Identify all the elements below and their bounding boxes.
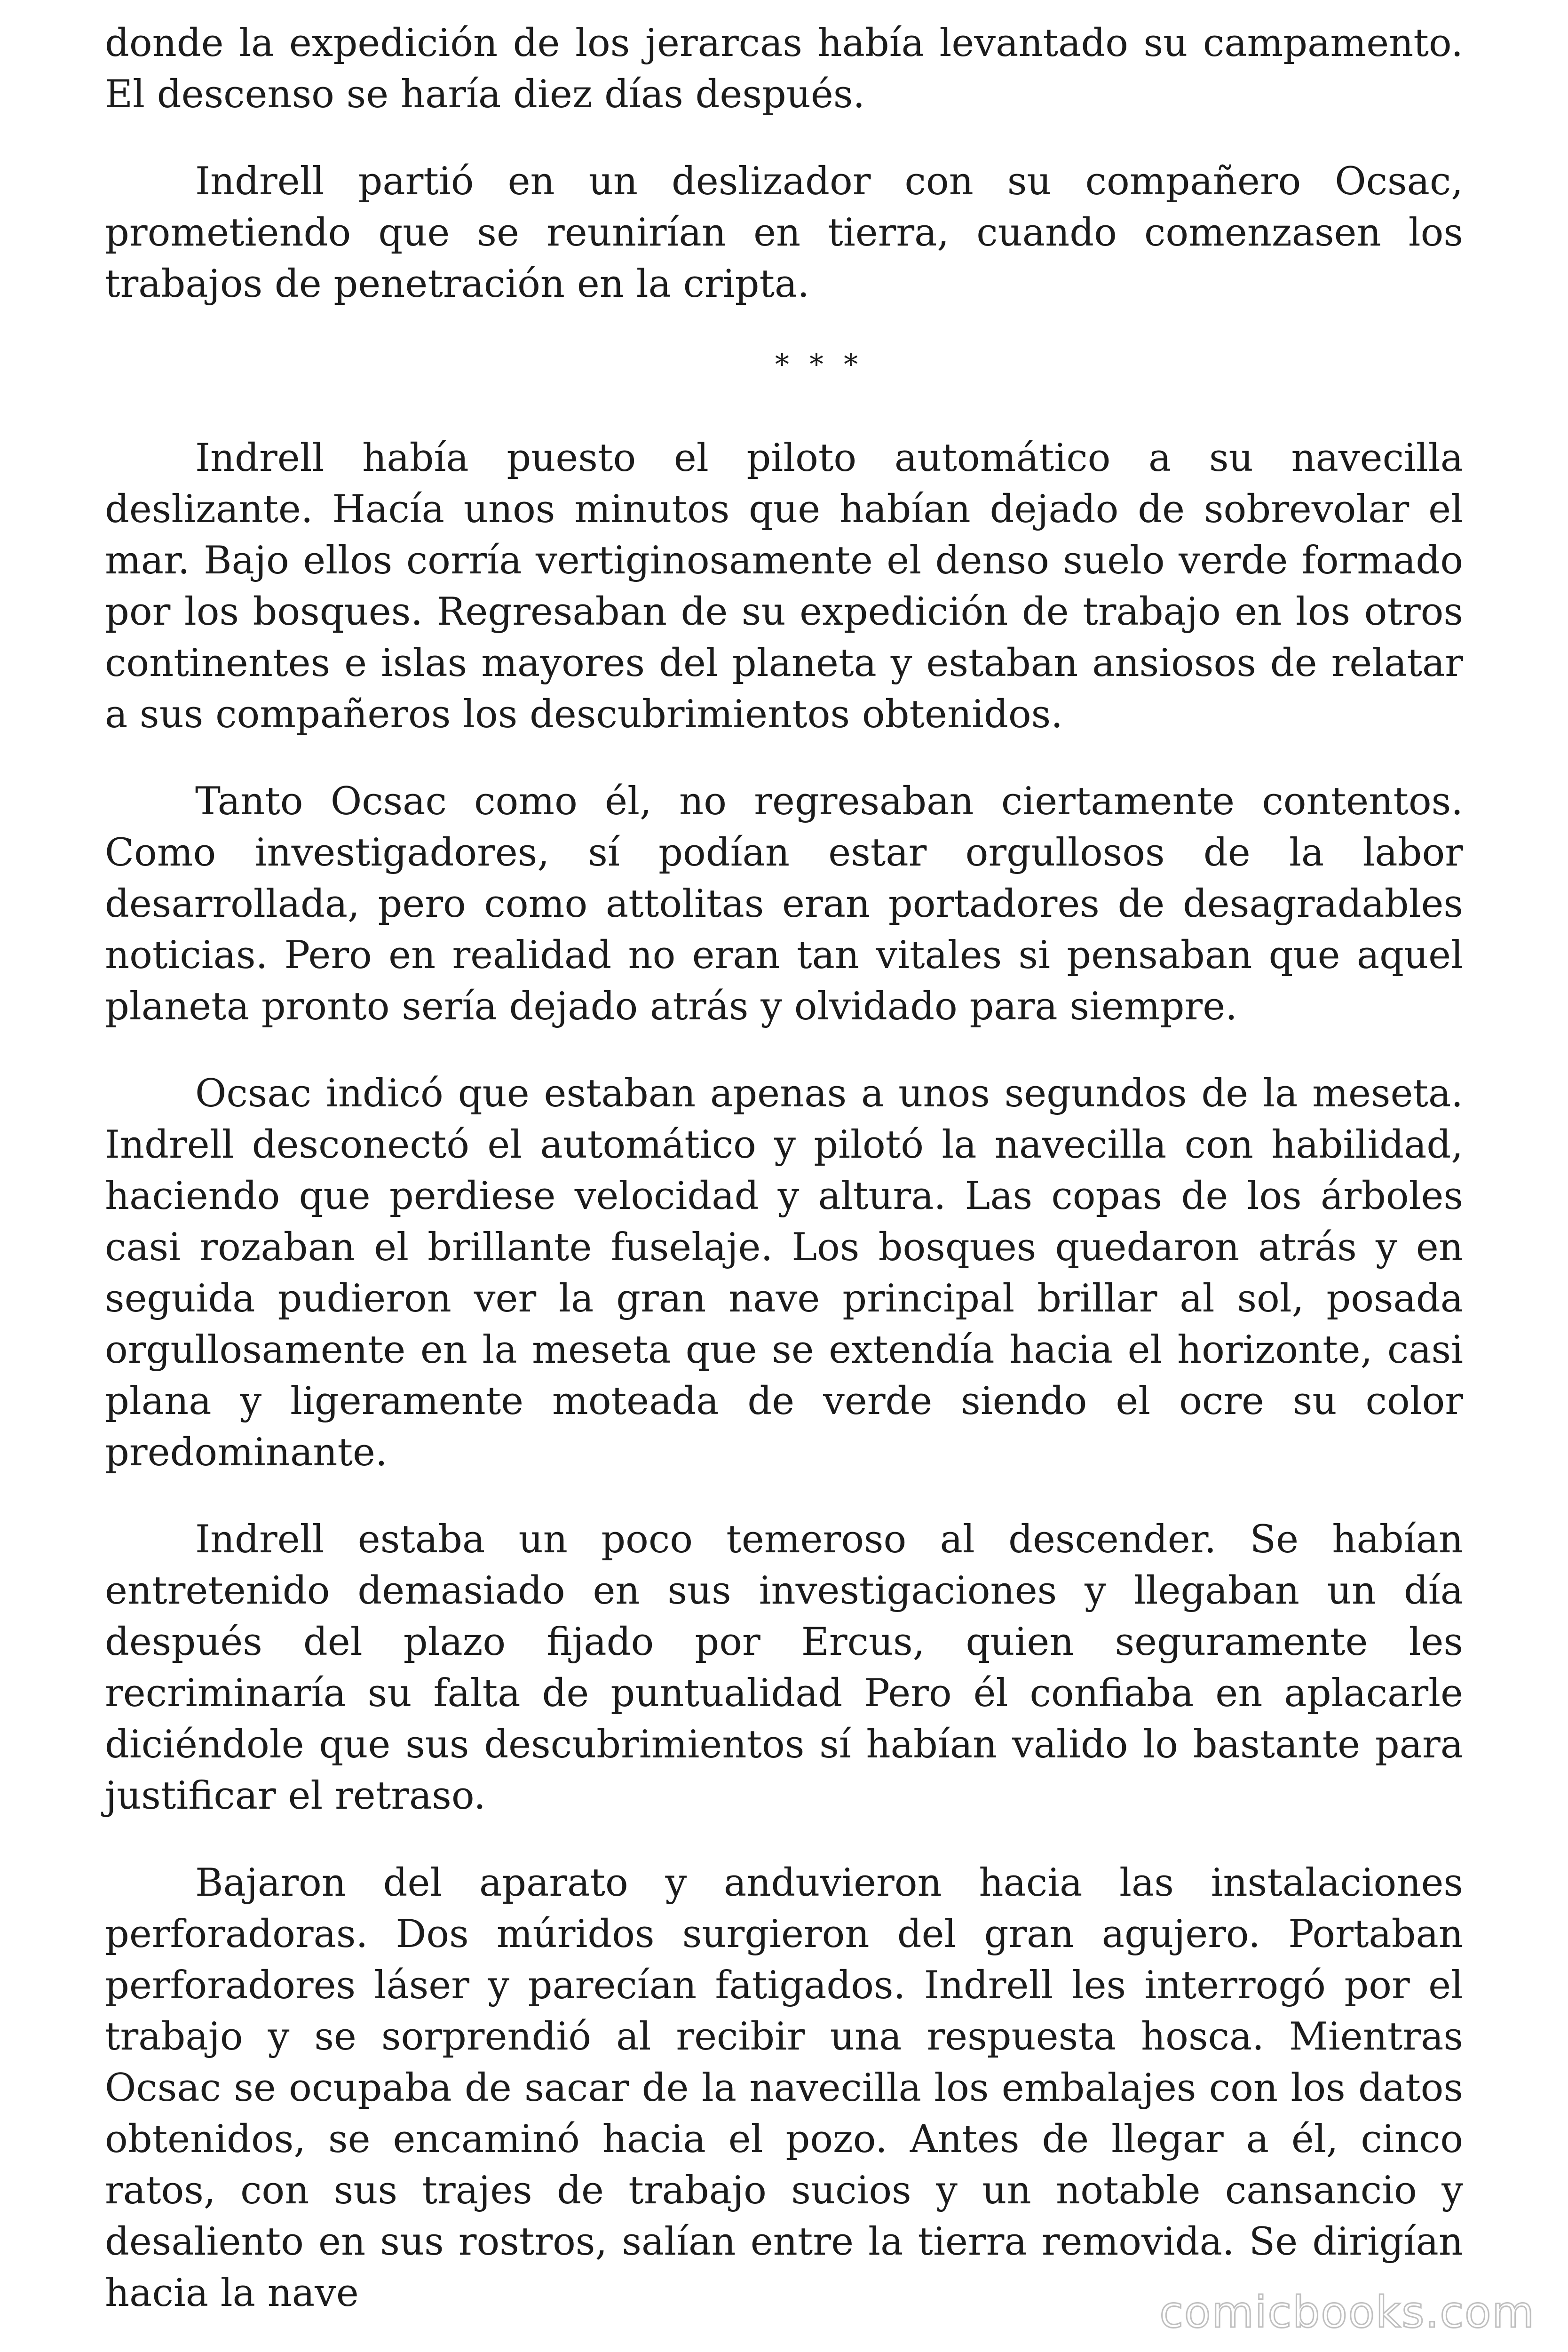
paragraph-5: Ocsac indicó que estaban apenas a unos segundos de la meseta. Indrell desconectó el automático y pilotó la navecilla con habilidad, haciendo que perdiese velocidad y altura. Las copas de los árboles casi rozaban el brillante fuselaje. Los bosques quedaron atrás y en seguida pudieron ver la gran nave principal brillar al sol, posada orgullosamente en la meseta que se extendía hacia el horizonte, casi plana y ligeramente moteada de verde siendo el ocre su color predominante. bbox=[105, 1072, 1463, 1475]
paragraph-3: Indrell había puesto el piloto automático a su navecilla deslizante. Hacía unos minutos que habían dejado de sobrevolar el mar. Bajo ellos corría vertiginosamente el denso suelo verde formado por los bosques. Regresaban de su expedición de trabajo en los otros continentes e islas mayores del planeta y estaban ansiosos de relatar a sus compañeros los descubrimientos obtenidos. bbox=[105, 436, 1463, 737]
paragraph-7: Bajaron del aparato y anduvieron hacia las instalaciones perforadoras. Dos múridos surgieron del gran agujero. Portaban perforadores láser y parecían fatigados. Indrell les interrogó por el trabajo y se sorprendió al recibir una respuesta hosca. Mientras Ocsac se ocupaba de sacar de la navecilla los embalajes con los datos obtenidos, se encaminó hacia el pozo. Antes de llegar a él, cinco ratos, con sus trajes de trabajo sucios y un notable cansancio y desaliento en sus rostros, salían entre la tierra removida. Se dirigían hacia la nave bbox=[105, 1861, 1463, 2315]
page-text bbox=[105, 18, 1463, 2352]
paragraph-1: donde la expedición de los jerarcas había levantado su campamento. El descenso se haría diez días después. bbox=[105, 21, 1463, 117]
paragraph-2: Indrell partió en un deslizador con su compañero Ocsac, prometiendo que se reunirían en tierra, cuando comenzasen los trabajos de penetración en la cripta. bbox=[105, 159, 1463, 306]
section-separator: * * * bbox=[775, 348, 864, 381]
paragraph-6: Indrell estaba un poco temeroso al descender. Se habían entretenido demasiado en sus investigaciones y llegaban un día después del plazo fijado por Ercus, quien seguramente les recriminaría su falta de puntualidad Pero él confiaba en aplacarle diciéndole que sus descubrimientos sí habían valido lo bastante para justificar el retraso. bbox=[105, 1518, 1463, 1818]
watermark: comicbooks.com bbox=[1159, 2287, 1535, 2337]
paragraph-4: Tanto Ocsac como él, no regresaban ciertamente contentos. Como investigadores, sí podían estar orgullosos de la labor desarrollada, pero como attolitas eran portadores de desagradables noticias. Pero en realidad no eran tan vitales si pensaban que aquel planeta pronto sería dejado atrás y olvidado para siempre. bbox=[105, 779, 1463, 1029]
